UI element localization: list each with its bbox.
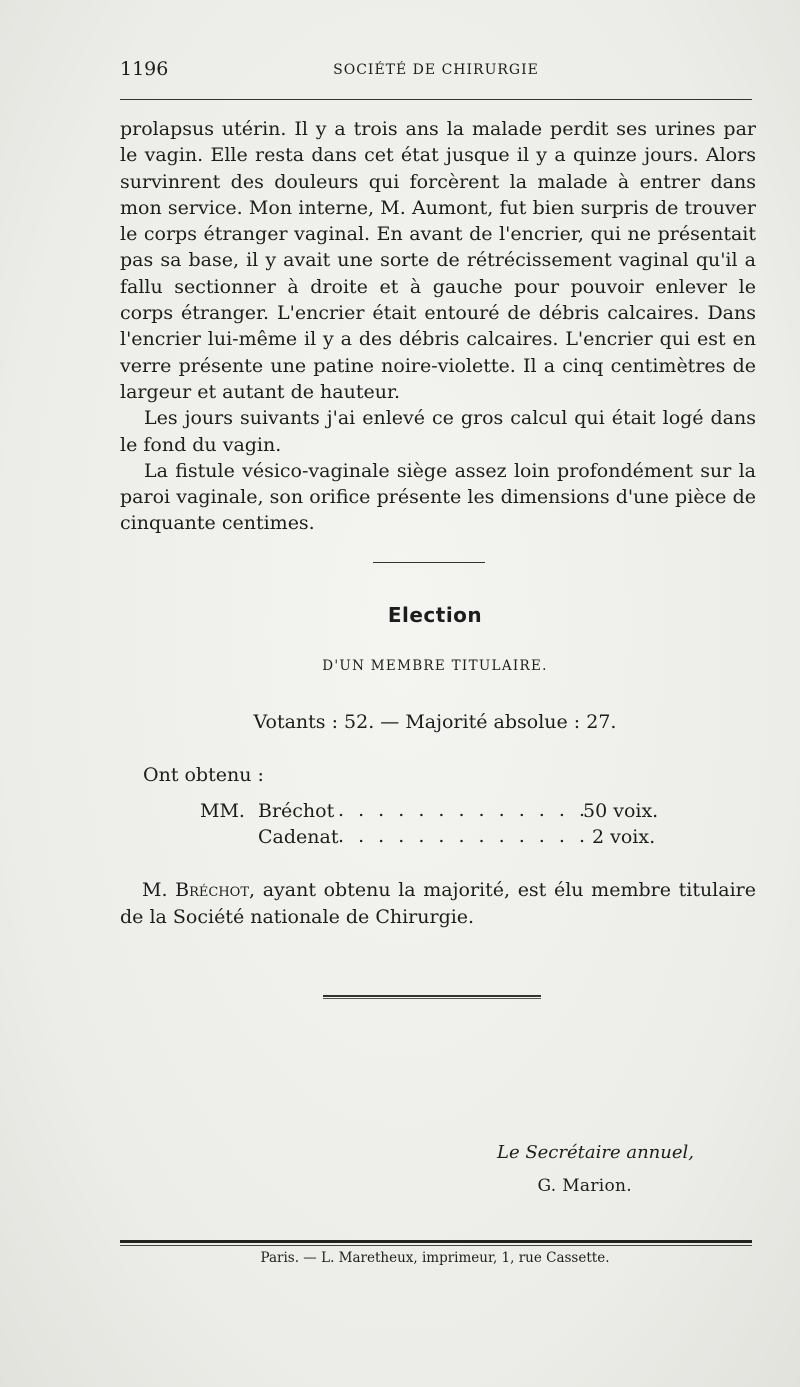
section-divider	[373, 562, 485, 563]
secretary-name: G. Marion.	[537, 1176, 632, 1196]
leader-dots: . . . . . . . . . . . . .	[338, 825, 589, 847]
election-title: Election	[387, 603, 483, 627]
body-text	[120, 116, 756, 537]
header-rule	[120, 99, 752, 100]
secretary-title: Le Secrétaire annuel,	[497, 1142, 694, 1163]
candidate-votes: 50 voix.	[583, 800, 659, 822]
footer-rule-thin	[120, 1245, 752, 1246]
page-header	[120, 58, 752, 88]
candidate-votes: 2 voix.	[592, 826, 656, 848]
leader-dots: . . . . . . . . . . . . .	[338, 799, 589, 821]
votes-line: Votants : 52. — Majorité absolue : 27.	[253, 711, 617, 733]
paragraph-3: La fistule vésico-vaginale siège assez loin profondément sur la paroi vaginale, son orifice présente les dimensions d'une pièce de cinquante centimes.	[120, 459, 756, 535]
result-name: Bréchot	[175, 879, 250, 901]
candidates-prefix: MM.	[200, 800, 245, 822]
paragraph-1: prolapsus utérin. Il y a trois ans la malade perdit ses urines par le vagin. Elle resta dans cet état jusque il y a quinze jours. Alors survinrent des douleurs qui forcèrent la malade à entrer dans mon service. Mon interne, M. Aumont, fut bien surpris de trouver le corps étranger vaginal. En avant de l'encrier, qui ne présentait pas sa base, il y avait une sorte de rétrécissement vaginal qu'il a fallu sectionner à droite et à gauche pour pouvoir enlever le corps étranger. L'encrier était entouré de débris calcaires. Dans l'encrier lui-même il y a des débris calcaires. L'encrier qui est en verre présente une patine noire-violette. Il a cinq centimètres de largeur et autant de hauteur.	[120, 118, 756, 403]
election-subtitle: D'UN MEMBRE TITULAIRE.	[322, 658, 548, 674]
result-lead: M.	[142, 879, 168, 901]
candidate-name: Bréchot	[258, 800, 335, 822]
page-number: 1196	[120, 58, 169, 80]
result-rest: , ayant obtenu la majorité, est élu membre titulaire de la Société nationale de Chirurgie.	[120, 879, 756, 928]
end-rule-thin	[323, 998, 541, 999]
obtained-label: Ont obtenu :	[143, 764, 264, 786]
paragraph-2: Les jours suivants j'ai enlevé ce gros calcul qui était logé dans le fond du vagin.	[120, 407, 756, 456]
election-result	[120, 877, 756, 931]
footer-rule	[120, 1240, 752, 1243]
candidate-name: Cadenat	[258, 826, 339, 848]
end-rule	[323, 995, 541, 997]
running-title: SOCIÉTÉ DE CHIRURGIE	[333, 62, 539, 78]
printer-imprint: Paris. — L. Maretheux, imprimeur, 1, rue Cassette.	[260, 1250, 610, 1266]
